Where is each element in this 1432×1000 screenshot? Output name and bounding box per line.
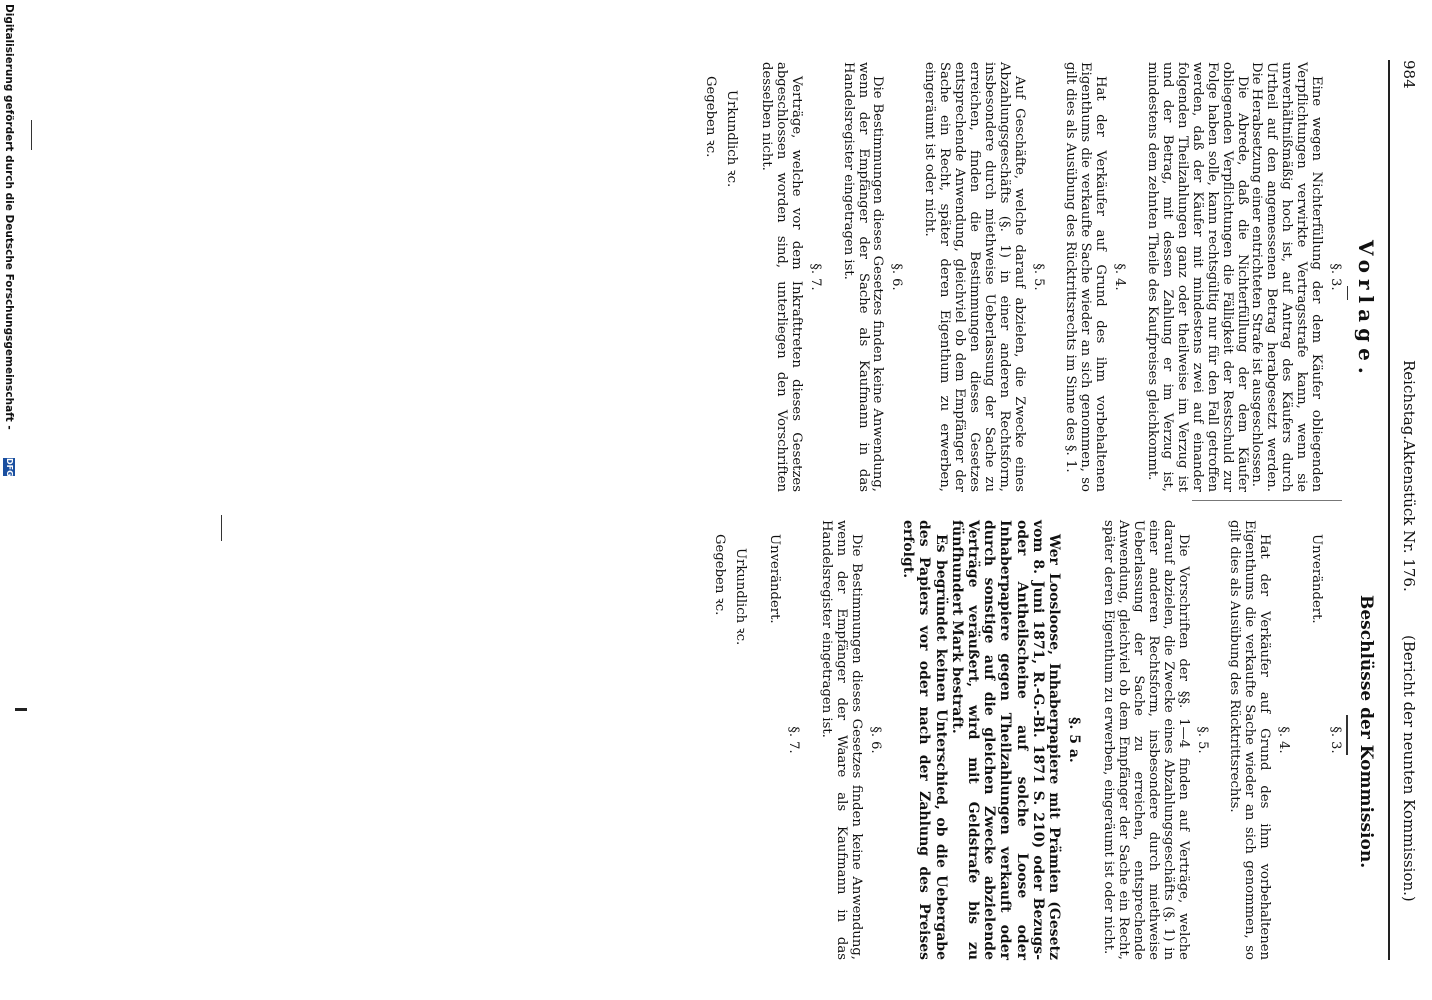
- left-s4-paragraph: Hat der Verkäufer auf Grund des ihm vorbehaltenen Eigenthums die verkaufte Sache wieder an sich genommen, so gilt dies als Ausübung des Rücktrittsrechts im Sinne des §. 1.: [1063, 62, 1109, 492]
- margin-mark: [15, 708, 27, 721]
- title-rule-right: [1346, 715, 1348, 755]
- left-s6-heading: §. 6.: [889, 263, 905, 291]
- separator-rule-center: [221, 515, 222, 541]
- header-rule: [1388, 60, 1390, 960]
- column-divider: [1192, 500, 1342, 501]
- header-source: Reichstag.: [1400, 360, 1418, 441]
- right-s5a-paragraph-2: Es begründet keinen Unterschied, ob die Uebergabe des Papiers vor oder nach der Zahlung des Preises erfolgt.: [900, 520, 949, 960]
- right-s3-heading: §. 3.: [1328, 726, 1343, 754]
- digitization-footer: [0, 0, 16, 1000]
- title-rule-left: [1347, 286, 1348, 300]
- right-column: [711, 520, 1342, 960]
- right-s4-heading: §. 4.: [1276, 726, 1292, 754]
- right-s4-paragraph: Hat der Verkäufer auf Grund des ihm vorbehaltenen Eigenthums die verkaufte Sache wieder an sich genommen, so gilt dies als Ausübung des Rücktrittsrechts.: [1227, 520, 1273, 960]
- right-s7-text: Unverändert.: [767, 534, 783, 624]
- right-s6-paragraph: Die Bestimmungen dieses Gesetzes finden keine Anwendung, wenn der Empfänger der Waare als Kaufmann in das Handelsregister eingetragen ist.: [819, 520, 865, 960]
- left-s3-heading: §. 3.: [1328, 263, 1343, 291]
- left-sig-urkundlich: Urkundlich ꝛc.: [724, 90, 740, 188]
- left-s3-paragraph-2: Die Abrede, daß die Nichterfüllung der dem Käufer obliegenden Verpflichtungen die Fälligkeit der Restschuld zur Folge haben solle, kann rechtsgültig nur für den Fall getroffen werden, daß der Käufer mit mindestens zwei auf einander folgenden Theilzahlungen ganz oder theilweise im Verzug ist und der Betrag, mit dessen Zahlung er im Verzug ist, mindestens dem zehnten Theile des Kaufpreises gleichkommt.: [1145, 62, 1250, 492]
- page-header: [1392, 60, 1418, 960]
- left-s7-heading: §. 7.: [807, 263, 823, 291]
- left-s5-paragraph: Auf Geschäfte, welche darauf abzielen, die Zwecke eines Abzahlungsgeschäfts (§. 1) in einer anderen Rechtsform, insbesondere durch miethweise Ueberlassung der Sache zu erreichen, finden die Bestimmungen dieses Gesetzes entsprechende Anwendung, gleichviel ob dem Empfänger der Sache ein Recht, später deren Eigenthum zu erwerben, eingeräumt ist oder nicht.: [922, 62, 1027, 492]
- header-subtitle: (Bericht der neunten Kommission.): [1400, 635, 1418, 902]
- left-s5-heading: §. 5.: [1030, 263, 1046, 291]
- left-column-title: Vorlage.: [1354, 240, 1378, 380]
- left-s3-paragraph-1: Eine wegen Nichterfüllung der dem Käufer obliegenden Verpflichtungen verwirkte Vertragsstrafe kann, wenn sie unverhältnißmäßig hoch ist, auf Antrag des Käufers durch Urtheil auf den angemessenen Betrag herabgesetzt werden. Die Herabsetzung einer entrichteten Strafe ist ausgeschlossen.: [1249, 62, 1325, 492]
- left-s4-heading: §. 4.: [1112, 263, 1128, 291]
- header-document: Aktenstück Nr. 176.: [1400, 440, 1418, 592]
- right-sig-gegeben: Gegeben ꝛc.: [711, 534, 727, 616]
- left-sig-gegeben: Gegeben ꝛc.: [703, 76, 719, 158]
- separator-rule-left: [31, 120, 32, 150]
- right-s7-heading: §. 7.: [786, 726, 802, 754]
- left-column: [702, 62, 1342, 492]
- right-s5a-paragraph-1: Wer Loosloose, Inhaberpapiere mit Prämien (Gesetz vom 8. Juni 1871, R.-G.-Bl. 1871 S. 210) oder Bezugs- oder Antheilscheine auf solche Loose oder Inhaberpapiere gegen Theilzahlungen verkauft oder durch sonstige auf die gleichen Zwecke abzielende Verträge veräußert, wird mit Geldstrafe bis zu fünfhundert Mark bestraft.: [948, 520, 1063, 960]
- right-s6-heading: §. 6.: [867, 726, 883, 754]
- right-s5-paragraph: Die Vorschriften der §§. 1—4 finden auf Verträge, welche darauf abzielen, die Zwecke eines Abzahlungsgeschäfts (§. 1) in einer anderen Rechtsform, insbesondere durch miethweise Ueberlassung der Sache zu erreichen, entsprechende Anwendung, gleichviel ob dem Empfänger der Sache ein Recht, später deren Eigenthum zu erwerben, eingeräumt ist oder nicht.: [1101, 520, 1191, 960]
- right-signature: [711, 534, 747, 960]
- footer-text: Digitalisierung gefördert durch die Deutsche Forschungsgemeinschaft -: [3, 4, 15, 430]
- right-s5a-block: [900, 520, 1082, 960]
- right-s5a-heading: §. 5 a.: [1066, 717, 1083, 763]
- dfg-logo-icon: DFG: [5, 458, 14, 477]
- page-number: 984: [1400, 60, 1418, 89]
- right-sig-urkundlich: Urkundlich ꝛc.: [732, 548, 748, 646]
- right-s5-heading: §. 5.: [1194, 726, 1210, 754]
- left-s7-paragraph: Verträge, welche vor dem Inkrafttreten dieses Gesetzes abgeschlossen worden sind, unterliegen den Vorschriften desselben nicht.: [759, 62, 804, 492]
- right-s3-text: Unverändert.: [1309, 534, 1325, 624]
- right-column-title: Beschlüsse der Kommission.: [1356, 595, 1376, 869]
- left-s6-paragraph: Die Bestimmungen dieses Gesetzes finden keine Anwendung, wenn der Empfänger der Sache als Kaufmann in das Handelsregister eingetragen ist.: [840, 62, 886, 492]
- left-signature: [702, 76, 738, 492]
